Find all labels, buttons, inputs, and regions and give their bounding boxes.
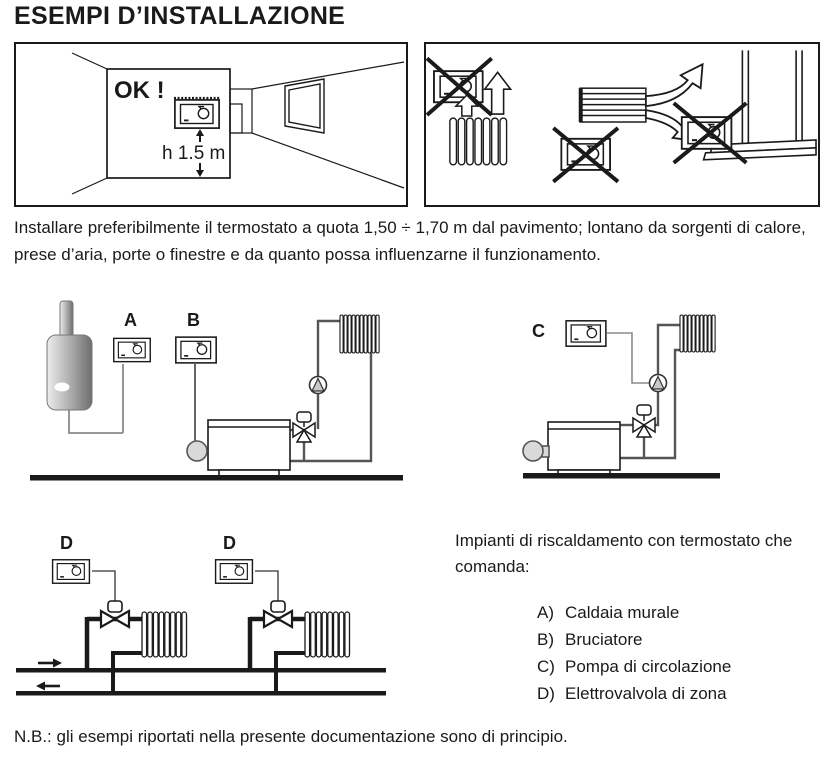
legend-item-a: A) Caldaia murale [537,603,680,622]
ground-line [523,473,720,479]
label-c: C [532,321,545,341]
thermostat-b-icon [176,337,216,363]
height-label: h 1.5 m [162,143,226,164]
legend-item-d: D) Elettrovalvola di zona [537,684,727,703]
flow-arrow-left-icon [36,682,60,691]
thermostat-icon [174,98,220,128]
radiator-icon [340,315,379,353]
nb-note: N.B.: gli esempi riportati nella presente documentazione sono di principio. [14,727,568,746]
label-d2: D [223,533,236,553]
legend-item-c: C) Pompa di circolazione [537,657,732,676]
radiator-icon [142,612,187,657]
thermostat-c-icon [566,321,606,346]
radiator-icon [305,612,350,657]
room-perspective-lines [72,53,404,194]
intro-text: Installare preferibilmente il termostato a quota 1,50 ÷ 1,70 m dal pavimento; lontano da sorgenti di calore, prese d’aria, porte o finestre e da quanto possa influenzarne il funzionamento. [14,218,806,264]
air-vent-icon [580,88,646,122]
radiator-icon [450,118,507,165]
room-illustration [16,44,406,205]
ok-label: OK ! [114,77,165,104]
radiator-return-pipe [276,653,307,693]
diagram-circulation-pump [520,295,820,490]
pipes [620,325,680,458]
wire-d1 [92,571,115,601]
thermostat-above-radiator [427,58,511,164]
wrong-placements-illustration [426,44,818,205]
floor-boiler-icon [523,422,620,477]
radiator-icon [680,315,715,352]
ground-line [30,475,403,481]
label-b: B [187,310,200,330]
pump-icon [310,377,327,394]
page-title: ESEMPI D’INSTALLAZIONE [14,2,346,30]
floor-boiler-icon [187,420,290,477]
wall-boiler-icon [47,301,92,410]
radiator-return-pipe [113,653,144,693]
thermostat-d2-icon [216,560,253,584]
three-way-valve-icon [293,412,315,442]
wire-c [607,333,649,383]
figure-wrong-placements [424,42,820,207]
figure-correct-placement [14,42,408,207]
legend-list [537,599,731,707]
label-a: A [124,310,137,330]
diagram-wall-boiler-burner [14,293,404,488]
legend-item-b: B) Bruciatore [537,630,643,649]
flow-arrow-right-icon [38,659,62,668]
thermostat-near-air-vent [553,64,702,181]
thermostat-d1-icon [53,560,90,584]
air-flow-arrow-up-icon [646,64,703,106]
heat-arrow-icon [485,72,511,114]
diagram-zone-valves [14,515,394,710]
label-d1: D [60,533,73,553]
window-icon [285,79,324,133]
legend-heading: Impianti di riscaldamento con termostato che comanda: [455,531,793,576]
thermostat-a-icon [114,338,151,361]
supply-pipe [16,668,386,673]
return-pipe [16,691,386,696]
pump-icon [650,375,667,392]
wire-d2 [255,571,278,601]
three-way-valve-icon [633,405,655,437]
